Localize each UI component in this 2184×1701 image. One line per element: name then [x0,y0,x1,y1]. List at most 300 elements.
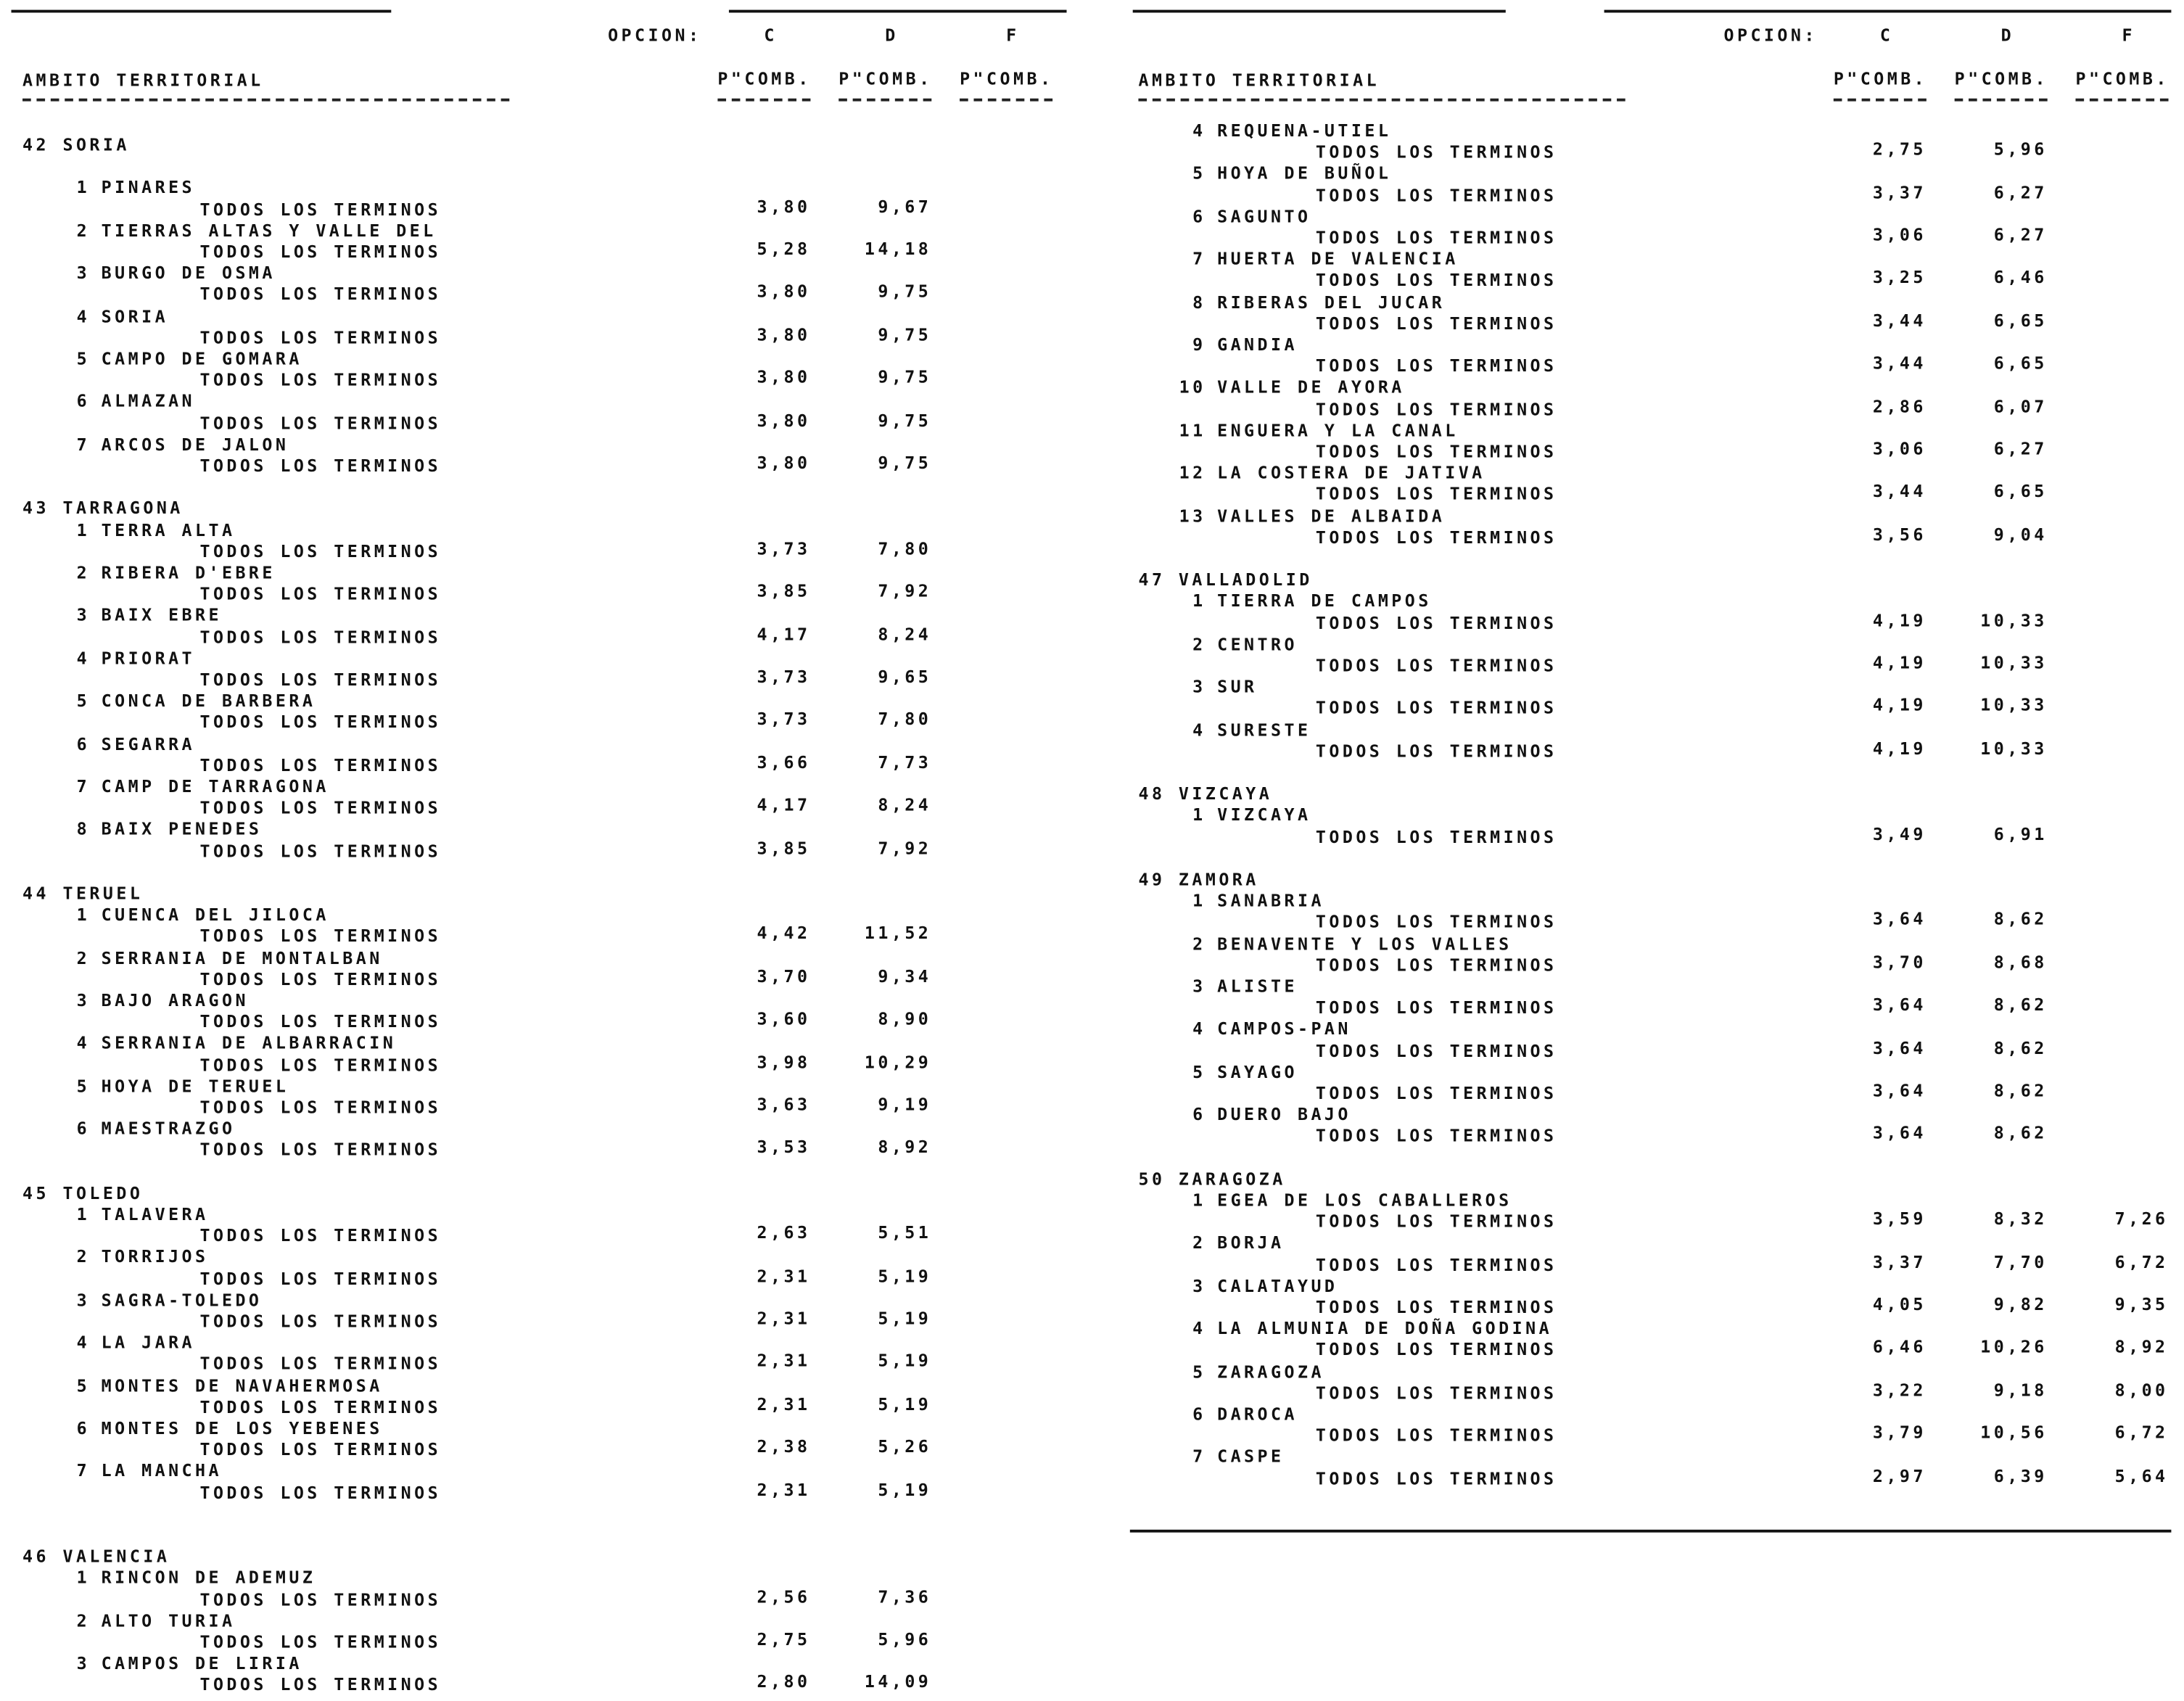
value-d: 9,34 [878,966,932,987]
region-number: 6 [1192,1105,1206,1125]
all-terms-label: TODOS LOS TERMINOS [1315,1254,1557,1274]
region-name: BAIX PENEDES [101,819,263,839]
region-name: TALAVERA [101,1204,209,1224]
value-d: 9,75 [878,324,932,345]
region-number: 6 [76,1418,91,1438]
region-number: 3 [76,1653,91,1674]
value-d: 6,27 [1993,225,2048,245]
value-c: 4,19 [1872,696,1927,716]
region-name: HOYA DE TERUEL [101,1076,289,1096]
option-header: F [1006,25,1020,46]
region-number: 4 [1192,120,1206,141]
value-d: 6,27 [1993,439,2048,459]
region-number: 5 [76,691,91,712]
value-d: 7,92 [878,838,932,858]
value-d: 9,18 [1993,1380,2048,1400]
value-d: 7,73 [878,752,932,773]
option-header: D [2000,25,2015,46]
all-terms-label: TODOS LOS TERMINOS [199,926,442,947]
value-d: 6,65 [1993,353,2048,374]
value-d: 5,19 [878,1394,932,1414]
all-terms-label: TODOS LOS TERMINOS [199,670,442,690]
all-terms-label: TODOS LOS TERMINOS [1315,997,1557,1018]
region-number: 1 [76,1568,91,1589]
region-name: ALISTE [1217,976,1298,997]
top-rule [12,10,392,13]
value-d: 5,19 [878,1351,932,1372]
region-name: SERRANIA DE ALBARRACIN [101,1033,397,1053]
all-terms-label: TODOS LOS TERMINOS [1315,442,1557,462]
value-c: 4,19 [1872,738,1927,759]
value-c: 3,60 [757,1009,811,1029]
value-c: 3,80 [757,367,811,387]
region-name: BAIX EBRE [101,605,223,626]
region-number: 3 [76,605,91,626]
value-c: 3,64 [1872,1123,1927,1144]
value-c: 2,86 [1872,396,1927,416]
option-header: C [1879,25,1894,46]
province-heading: 48 VIZCAYA [1138,783,1273,804]
column-underline [2076,99,2169,102]
value-d: 9,75 [878,281,932,302]
value-c: 4,19 [1872,610,1927,630]
region-number: 7 [1192,249,1206,269]
value-d: 9,04 [1993,524,2048,545]
region-number: 8 [76,819,91,839]
all-terms-label: TODOS LOS TERMINOS [199,755,442,775]
value-d: 7,80 [878,709,932,730]
value-d: 5,19 [878,1309,932,1329]
value-c: 2,97 [1872,1465,1927,1486]
region-name: BENAVENTE Y LOS VALLES [1217,934,1512,954]
region-name: PINARES [101,178,196,198]
all-terms-label: TODOS LOS TERMINOS [1315,313,1557,334]
all-terms-label: TODOS LOS TERMINOS [199,712,442,733]
value-d: 10,26 [1980,1337,2048,1357]
region-number: 4 [76,306,91,326]
province-heading: 47 VALLADOLID [1138,570,1313,590]
all-terms-label: TODOS LOS TERMINOS [1315,1126,1557,1146]
region-number: 1 [76,520,91,540]
all-terms-label: TODOS LOS TERMINOS [1315,527,1557,548]
all-terms-label: TODOS LOS TERMINOS [1315,1383,1557,1403]
value-c: 2,31 [757,1351,811,1372]
value-c: 3,85 [757,581,811,601]
value-d: 6,46 [1993,268,2048,288]
value-d: 8,24 [878,795,932,815]
column-header: P"COMB. [2075,69,2169,89]
bottom-rule [1130,1530,2172,1533]
value-c: 2,63 [757,1223,811,1243]
value-d: 6,65 [1993,310,2048,331]
region-name: SUR [1217,677,1258,697]
region-name: DUERO BAJO [1217,1105,1351,1125]
value-c: 3,37 [1872,1251,1927,1272]
region-number: 3 [76,990,91,1010]
region-number: 3 [76,1290,91,1310]
all-terms-label: TODOS LOS TERMINOS [1315,185,1557,205]
value-c: 3,06 [1872,225,1927,245]
region-name: CONCA DE BARBERA [101,691,316,712]
region-name: ALTO TURIA [101,1610,236,1631]
all-terms-label: TODOS LOS TERMINOS [199,841,442,861]
all-terms-label: TODOS LOS TERMINOS [199,1097,442,1118]
region-number: 5 [1192,1362,1206,1382]
region-number: 1 [76,178,91,198]
region-name: CALATAYUD [1217,1276,1338,1296]
region-number: 5 [1192,163,1206,184]
value-c: 3,80 [757,453,811,473]
region-name: SEGARRA [101,733,196,754]
region-name: ARCOS DE JALON [101,434,289,455]
all-terms-label: TODOS LOS TERMINOS [1315,912,1557,933]
region-number: 6 [76,733,91,754]
region-name: SERRANIA DE MONTALBAN [101,947,383,968]
value-c: 3,70 [757,966,811,987]
all-terms-label: TODOS LOS TERMINOS [199,242,442,262]
region-name: TORRIJOS [101,1247,209,1267]
value-d: 5,51 [878,1223,932,1243]
value-d: 8,62 [1993,1037,2048,1058]
value-d: 5,96 [878,1629,932,1649]
region-number: 12 [1179,463,1206,483]
region-number: 1 [1192,891,1206,911]
region-number: 6 [1192,1404,1206,1425]
region-number: 2 [1192,1233,1206,1253]
region-number: 1 [1192,1190,1206,1211]
value-d: 5,19 [878,1480,932,1500]
all-terms-label: TODOS LOS TERMINOS [199,1482,442,1503]
value-d: 8,62 [1993,1123,2048,1144]
region-number: 5 [76,1375,91,1396]
region-name: SANABRIA [1217,891,1324,911]
region-number: 4 [76,648,91,669]
region-name: SAGRA-TOLEDO [101,1290,263,1310]
region-number: 1 [76,905,91,925]
value-c: 3,64 [1872,909,1927,930]
value-d: 8,62 [1993,909,2048,930]
value-c: 5,28 [757,239,811,259]
region-number: 6 [76,392,91,412]
province-heading: 43 TARRAGONA [22,498,184,519]
region-number: 1 [1192,805,1206,825]
value-f: 9,35 [2114,1294,2169,1314]
top-rule [1133,10,1506,13]
value-c: 3,85 [757,838,811,858]
all-terms-label: TODOS LOS TERMINOS [1315,698,1557,719]
region-name: CUENCA DEL JILOCA [101,905,329,925]
ambito-header: AMBITO TERRITORIAL [22,70,264,91]
region-name: BORJA [1217,1233,1285,1253]
value-c: 3,49 [1872,824,1927,844]
region-number: 9 [1192,334,1206,355]
region-name: GANDIA [1217,334,1298,355]
value-d: 7,80 [878,538,932,559]
value-f: 8,00 [2114,1380,2169,1400]
region-name: PRIORAT [101,648,196,669]
value-f: 6,72 [2114,1251,2169,1272]
all-terms-label: TODOS LOS TERMINOS [199,1269,442,1289]
region-number: 11 [1179,420,1206,440]
opcion-label: OPCION: [1723,25,1818,46]
value-d: 5,19 [878,1266,932,1286]
region-name: RIBERAS DEL JUCAR [1217,292,1446,312]
all-terms-label: TODOS LOS TERMINOS [1315,356,1557,376]
all-terms-label: TODOS LOS TERMINOS [199,969,442,989]
region-name: TERRA ALTA [101,520,236,540]
region-name: ALMAZAN [101,392,196,412]
all-terms-label: TODOS LOS TERMINOS [1315,142,1557,162]
region-name: SAYAGO [1217,1062,1298,1082]
value-d: 9,75 [878,410,932,430]
value-d: 8,62 [1993,1080,2048,1101]
value-c: 3,73 [757,538,811,559]
all-terms-label: TODOS LOS TERMINOS [199,1397,442,1417]
value-c: 3,64 [1872,1080,1927,1101]
all-terms-label: TODOS LOS TERMINOS [1315,1468,1557,1488]
province-heading: 49 ZAMORA [1138,869,1259,890]
region-number: 4 [1192,1019,1206,1039]
column-header: P"COMB. [1833,69,1928,89]
all-terms-label: TODOS LOS TERMINOS [199,199,442,219]
region-name: TIERRA DE CAMPOS [1217,591,1432,611]
value-f: 7,26 [2114,1208,2169,1229]
region-name: RINCON DE ADEMUZ [101,1568,316,1589]
all-terms-label: TODOS LOS TERMINOS [1315,1340,1557,1360]
all-terms-label: TODOS LOS TERMINOS [1315,613,1557,633]
province-heading: 46 VALENCIA [22,1546,170,1567]
all-terms-label: TODOS LOS TERMINOS [1315,485,1557,505]
region-number: 3 [1192,976,1206,997]
region-name: MONTES DE LOS YEBENES [101,1418,383,1438]
value-c: 4,19 [1872,653,1927,673]
region-name: CAMP DE TARRAGONA [101,776,329,797]
value-d: 9,19 [878,1095,932,1115]
value-c: 3,80 [757,281,811,302]
value-c: 3,79 [1872,1422,1927,1443]
value-c: 3,06 [1872,439,1927,459]
value-c: 4,17 [757,795,811,815]
region-number: 8 [1192,292,1206,312]
value-d: 9,75 [878,453,932,473]
value-d: 9,75 [878,367,932,387]
region-number: 7 [76,776,91,797]
value-c: 3,80 [757,196,811,216]
region-name: SAGUNTO [1217,206,1311,226]
value-c: 3,73 [757,667,811,687]
option-header: D [885,25,899,46]
value-d: 9,65 [878,667,932,687]
column-underline [1834,99,1927,102]
all-terms-label: TODOS LOS TERMINOS [1315,271,1557,291]
value-c: 3,80 [757,410,811,430]
value-d: 14,09 [864,1672,932,1692]
region-name: CAMPOS DE LIRIA [101,1653,302,1674]
region-number: 2 [76,221,91,241]
column-header: P"COMB. [838,69,933,89]
region-number: 4 [76,1333,91,1353]
region-number: 2 [76,947,91,968]
value-d: 8,32 [1993,1208,2048,1229]
all-terms-label: TODOS LOS TERMINOS [199,1675,442,1695]
value-d: 7,70 [1993,1251,2048,1272]
region-name: CASPE [1217,1447,1285,1467]
value-c: 3,70 [1872,952,1927,973]
value-c: 2,31 [757,1394,811,1414]
value-c: 4,17 [757,624,811,644]
all-terms-label: TODOS LOS TERMINOS [199,627,442,647]
all-terms-label: TODOS LOS TERMINOS [1315,1083,1557,1103]
region-name: LA ALMUNIA DE DOÑA GODINA [1217,1319,1553,1339]
region-name: SORIA [101,306,169,326]
value-c: 4,42 [757,923,811,944]
region-name: BAJO ARAGON [101,990,249,1010]
value-c: 2,31 [757,1266,811,1286]
region-name: LA COSTERA DE JATIVA [1217,463,1485,483]
value-c: 3,80 [757,324,811,345]
region-name: MAESTRAZGO [101,1119,236,1139]
region-number: 4 [1192,1319,1206,1339]
value-c: 3,22 [1872,1380,1927,1400]
region-name: REQUENA-UTIEL [1217,120,1392,141]
value-c: 3,73 [757,709,811,730]
region-number: 4 [1192,720,1206,740]
all-terms-label: TODOS LOS TERMINOS [199,1589,442,1610]
value-d: 6,39 [1993,1465,2048,1486]
value-f: 6,72 [2114,1422,2169,1443]
all-terms-label: TODOS LOS TERMINOS [1315,228,1557,248]
all-terms-label: TODOS LOS TERMINOS [199,1311,442,1332]
value-c: 3,56 [1872,524,1927,545]
all-terms-label: TODOS LOS TERMINOS [199,541,442,561]
value-f: 5,64 [2114,1465,2169,1486]
region-name: HOYA DE BUÑOL [1217,163,1392,184]
column-underline [1955,99,2048,102]
ambito-underline [1138,99,1625,102]
region-number: 7 [76,434,91,455]
value-c: 2,31 [757,1480,811,1500]
value-d: 8,24 [878,624,932,644]
region-number: 4 [76,1033,91,1053]
value-d: 11,52 [864,923,932,944]
column-header: P"COMB. [1954,69,2049,89]
region-number: 2 [1192,934,1206,954]
region-name: VALLES DE ALBAIDA [1217,506,1446,526]
region-name: ZARAGOZA [1217,1362,1324,1382]
all-terms-label: TODOS LOS TERMINOS [1315,826,1557,847]
value-c: 3,44 [1872,310,1927,331]
region-number: 2 [1192,634,1206,654]
value-c: 2,75 [757,1629,811,1649]
value-d: 6,65 [1993,482,2048,502]
value-c: 3,64 [1872,1037,1927,1058]
value-c: 3,64 [1872,994,1927,1016]
region-number: 3 [1192,677,1206,697]
region-number: 2 [76,1247,91,1267]
all-terms-label: TODOS LOS TERMINOS [199,798,442,818]
region-name: HUERTA DE VALENCIA [1217,249,1459,269]
value-c: 3,98 [757,1052,811,1072]
all-terms-label: TODOS LOS TERMINOS [1315,656,1557,676]
value-d: 7,36 [878,1586,932,1607]
all-terms-label: TODOS LOS TERMINOS [199,1055,442,1075]
region-number: 1 [1192,591,1206,611]
region-number: 2 [76,1610,91,1631]
region-number: 13 [1179,506,1206,526]
region-number: 2 [76,563,91,583]
value-c: 3,63 [757,1095,811,1115]
value-c: 2,31 [757,1309,811,1329]
value-d: 8,62 [1993,994,2048,1016]
value-d: 8,90 [878,1009,932,1029]
all-terms-label: TODOS LOS TERMINOS [1315,741,1557,762]
region-number: 5 [1192,1062,1206,1082]
value-c: 2,56 [757,1586,811,1607]
value-d: 8,92 [878,1137,932,1158]
region-name: DAROCA [1217,1404,1298,1425]
value-c: 3,44 [1872,353,1927,374]
province-heading: 42 SORIA [22,135,130,155]
value-d: 5,26 [878,1437,932,1457]
all-terms-label: TODOS LOS TERMINOS [199,1140,442,1161]
all-terms-label: TODOS LOS TERMINOS [1315,955,1557,976]
value-d: 8,68 [1993,952,2048,973]
value-c: 3,53 [757,1137,811,1158]
value-c: 2,38 [757,1437,811,1457]
province-heading: 50 ZARAGOZA [1138,1169,1286,1189]
region-name: EGEA DE LOS CABALLEROS [1217,1190,1512,1211]
value-c: 3,59 [1872,1208,1927,1229]
value-d: 10,33 [1980,696,2048,716]
value-d: 5,96 [1993,139,2048,160]
value-d: 6,27 [1993,182,2048,202]
all-terms-label: TODOS LOS TERMINOS [199,456,442,476]
all-terms-label: TODOS LOS TERMINOS [1315,1040,1557,1060]
value-d: 6,07 [1993,396,2048,416]
column-underline [960,99,1052,102]
column-header: P"COMB. [717,69,812,89]
region-number: 5 [76,1076,91,1096]
region-number: 6 [1192,206,1206,226]
region-name: BURGO DE OSMA [101,263,276,284]
all-terms-label: TODOS LOS TERMINOS [199,284,442,305]
option-header: F [2122,25,2136,46]
value-d: 10,56 [1980,1422,2048,1443]
all-terms-label: TODOS LOS TERMINOS [1315,1297,1557,1317]
all-terms-label: TODOS LOS TERMINOS [199,1632,442,1652]
all-terms-label: TODOS LOS TERMINOS [1315,1211,1557,1232]
all-terms-label: TODOS LOS TERMINOS [199,1439,442,1460]
region-name: LA MANCHA [101,1461,223,1481]
region-name: TIERRAS ALTAS Y VALLE DEL [101,221,437,241]
value-c: 4,05 [1872,1294,1927,1314]
column-header: P"COMB. [960,69,1054,89]
region-name: RIBERA D'EBRE [101,563,276,583]
value-d: 10,33 [1980,610,2048,630]
value-d: 10,33 [1980,738,2048,759]
region-name: ENGUERA Y LA CANAL [1217,420,1459,440]
column-underline [838,99,931,102]
all-terms-label: TODOS LOS TERMINOS [199,1012,442,1032]
all-terms-label: TODOS LOS TERMINOS [199,584,442,604]
value-c: 3,44 [1872,482,1927,502]
region-number: 10 [1179,377,1206,398]
all-terms-label: TODOS LOS TERMINOS [199,1354,442,1375]
value-c: 3,66 [757,752,811,773]
opcion-label: OPCION: [608,25,702,46]
value-c: 2,80 [757,1672,811,1692]
column-underline [717,99,810,102]
